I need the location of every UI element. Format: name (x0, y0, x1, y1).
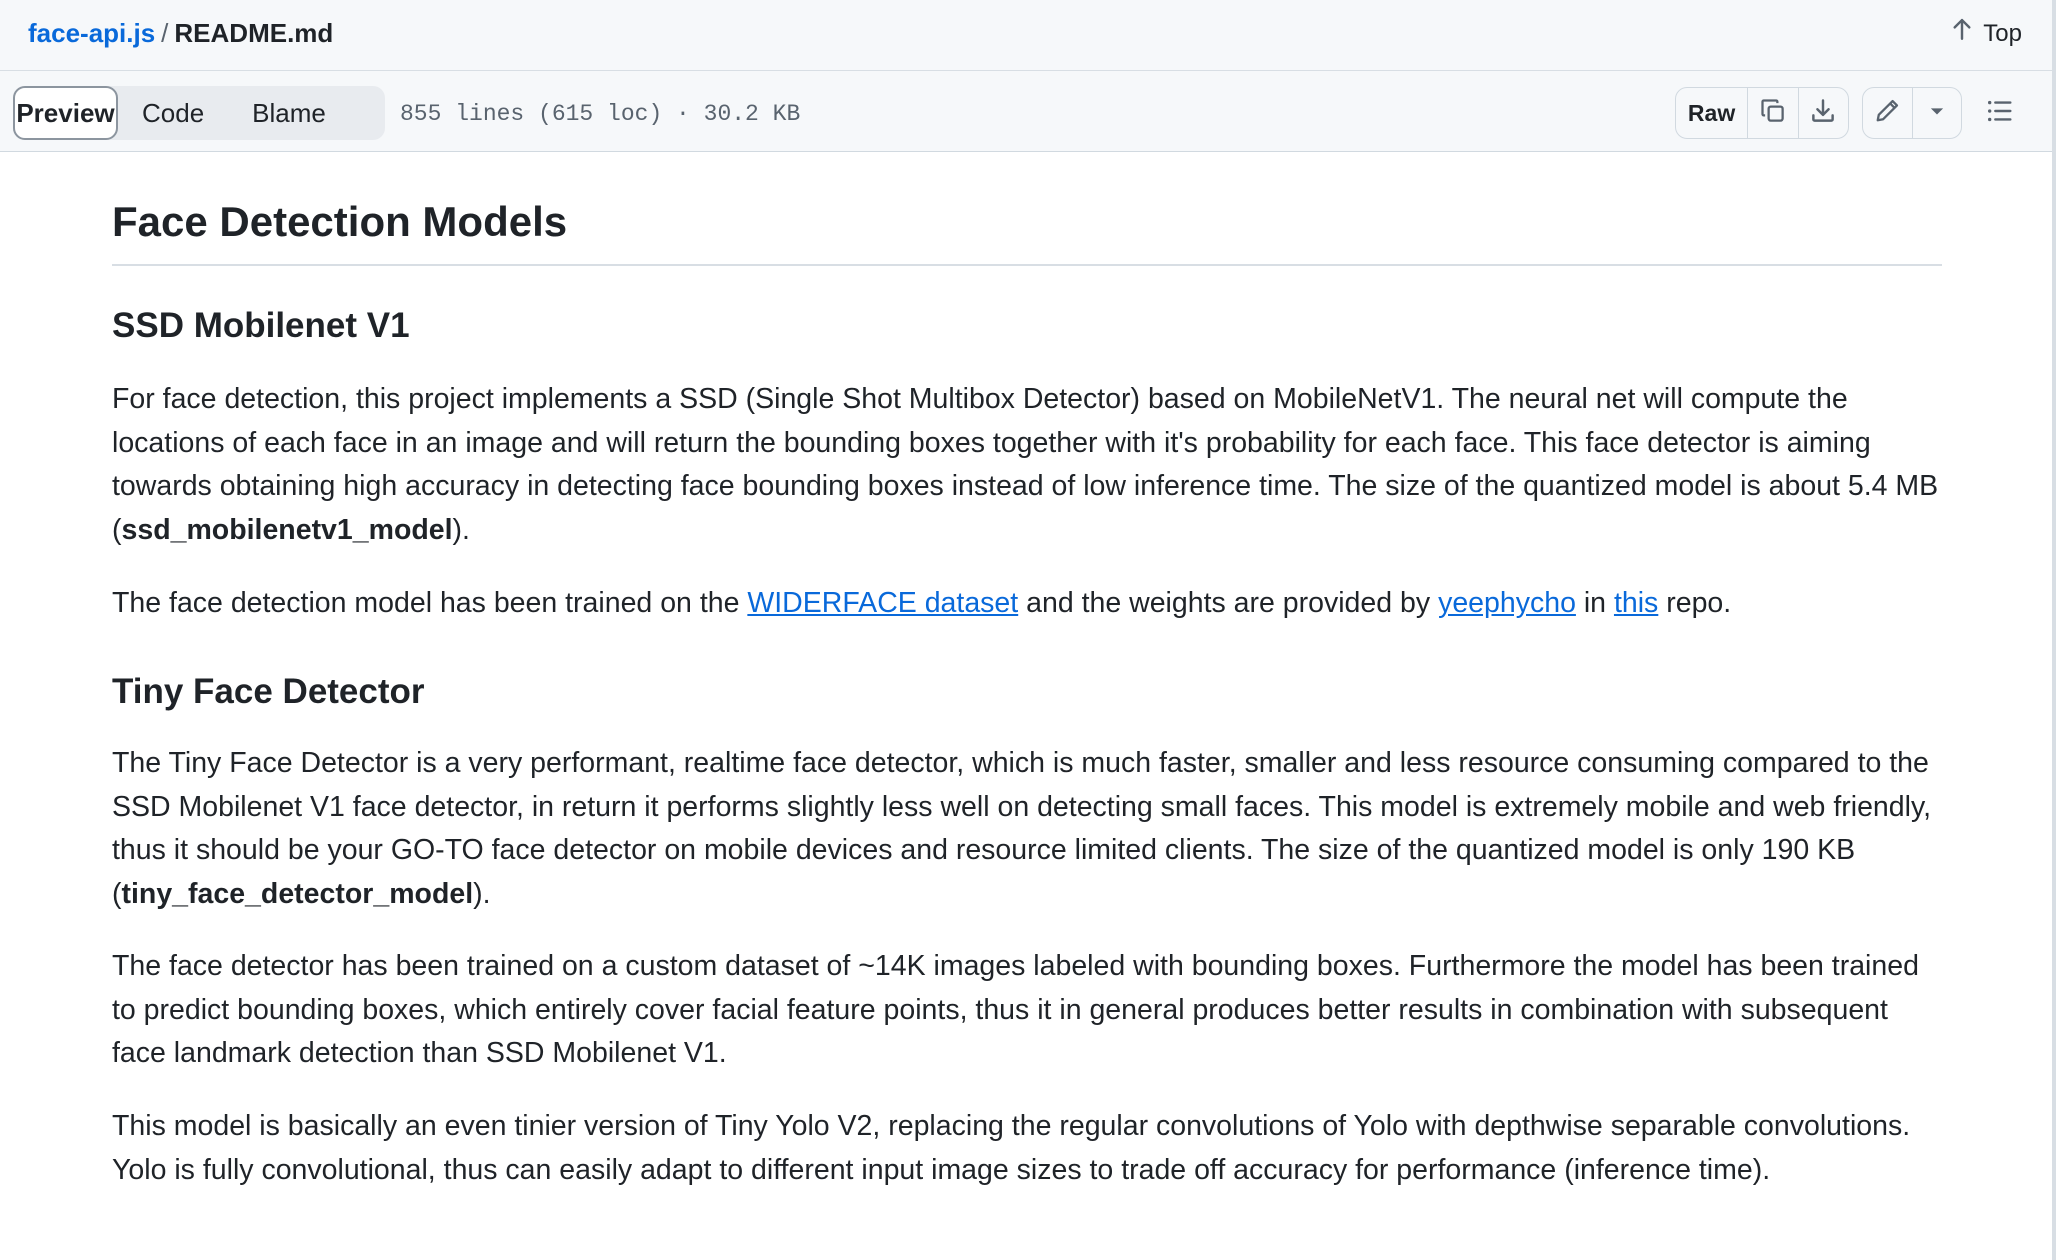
tiny-paragraph-1-text: The Tiny Face Detector is a very performant, realtime face detector, which is much faster, smaller and less resource consuming compared to the SSD Mobilenet V1 face detector, in return it performs slightly less well on detecting small faces. This model is extremely mobile and web friendly, thus it should be your GO-TO face detector on mobile devices and resource limited clients. The size of the quantized model is only 190 KB ( (112, 747, 1932, 910)
breadcrumb-separator: / (161, 18, 169, 48)
download-icon (1809, 97, 1837, 130)
pencil-icon (1873, 97, 1901, 130)
yeephycho-link[interactable]: yeephycho (1438, 587, 1576, 619)
ssd-paragraph-1-end: ). (452, 513, 470, 546)
tiny-model-name: tiny_face_detector_model (121, 877, 474, 910)
edit-group (1862, 87, 1962, 139)
widerface-dataset-link[interactable]: WIDERFACE dataset (747, 587, 1019, 619)
ssd-paragraph-2 (112, 582, 1942, 626)
breadcrumb (28, 16, 333, 50)
edit-button[interactable] (1863, 88, 1912, 138)
tab-code[interactable]: Code (142, 97, 205, 128)
ssd-paragraph-2-text-3: in (1575, 587, 1614, 619)
triangle-down-icon (1923, 97, 1951, 130)
tiny-paragraph-1-end: ). (473, 877, 491, 910)
file-meta: 855 lines (615 loc) · 30.2 KB (400, 101, 801, 127)
arrow-up-icon (1949, 16, 1975, 52)
file-toolbar (0, 71, 2052, 152)
breadcrumb-repo-link[interactable]: face-api.js (28, 18, 156, 48)
view-mode-tabs (13, 86, 385, 140)
ssd-paragraph-2-text-2: and the weights are provided by (1018, 587, 1439, 619)
scrollbar[interactable] (2052, 0, 2056, 1260)
top-button[interactable] (1949, 16, 2022, 52)
ssd-paragraph-1-text: For face detection, this project implements a SSD (Single Shot Multibox Detector) based on MobileNetV1. The neural net will compute the locations of each face in an image and will return the bounding boxes together with it's probability for each face. This face detector is aiming towards obtaining high accuracy in detecting face bounding boxes instead of low inference time. The size of the quantized model is about 5.4 MB ( (112, 383, 1939, 546)
tiny-paragraph-3: This model is basically an even tinier version of Tiny Yolo V2, replacing the regular convolutions of Yolo with depthwise separable convolutions. Yolo is fully convolutional, thus can easily adapt to different input image sizes to trade off accuracy for performance (inference time). (112, 1110, 1911, 1186)
ssd-paragraph-2-text-4: repo. (1658, 587, 1732, 619)
ssd-paragraph-1 (112, 378, 1942, 552)
ssd-model-name: ssd_mobilenetv1_model (121, 513, 453, 546)
copy-icon (1759, 97, 1787, 130)
top-button-label: Top (1983, 20, 2022, 47)
breadcrumb-file-name: README.md (174, 18, 334, 48)
section-heading-ssd: SSD Mobilenet V1 (112, 306, 410, 345)
tab-preview[interactable]: Preview (13, 86, 118, 140)
section-heading-tiny-face-detector: Tiny Face Detector (112, 672, 425, 711)
edit-options-dropdown[interactable] (1912, 88, 1962, 138)
raw-copy-download-group (1675, 87, 1849, 139)
this-repo-link[interactable]: this (1613, 587, 1659, 619)
copy-button[interactable] (1747, 88, 1797, 138)
markdown-body (112, 152, 1942, 1186)
tiny-paragraph-1 (112, 742, 1942, 916)
tab-blame[interactable]: Blame (252, 97, 326, 128)
outline-button[interactable] (1975, 87, 2025, 139)
breadcrumb-bar (0, 0, 2052, 71)
list-unordered-icon (1985, 96, 2015, 131)
ssd-paragraph-2-text-1: The face detection model has been trained on the (112, 587, 748, 619)
download-button[interactable] (1798, 88, 1848, 138)
page-title: Face Detection Models (112, 196, 1942, 266)
tiny-paragraph-2: The face detector has been trained on a custom dataset of ~14K images labeled with bounding boxes. Furthermore the model has been trained to predict bounding boxes, which entirely cover facial feature points, thus it in general produces better results in combination with subsequent face landmark detection than SSD Mobilenet V1. (112, 950, 1919, 1069)
raw-button[interactable]: Raw (1687, 99, 1736, 126)
